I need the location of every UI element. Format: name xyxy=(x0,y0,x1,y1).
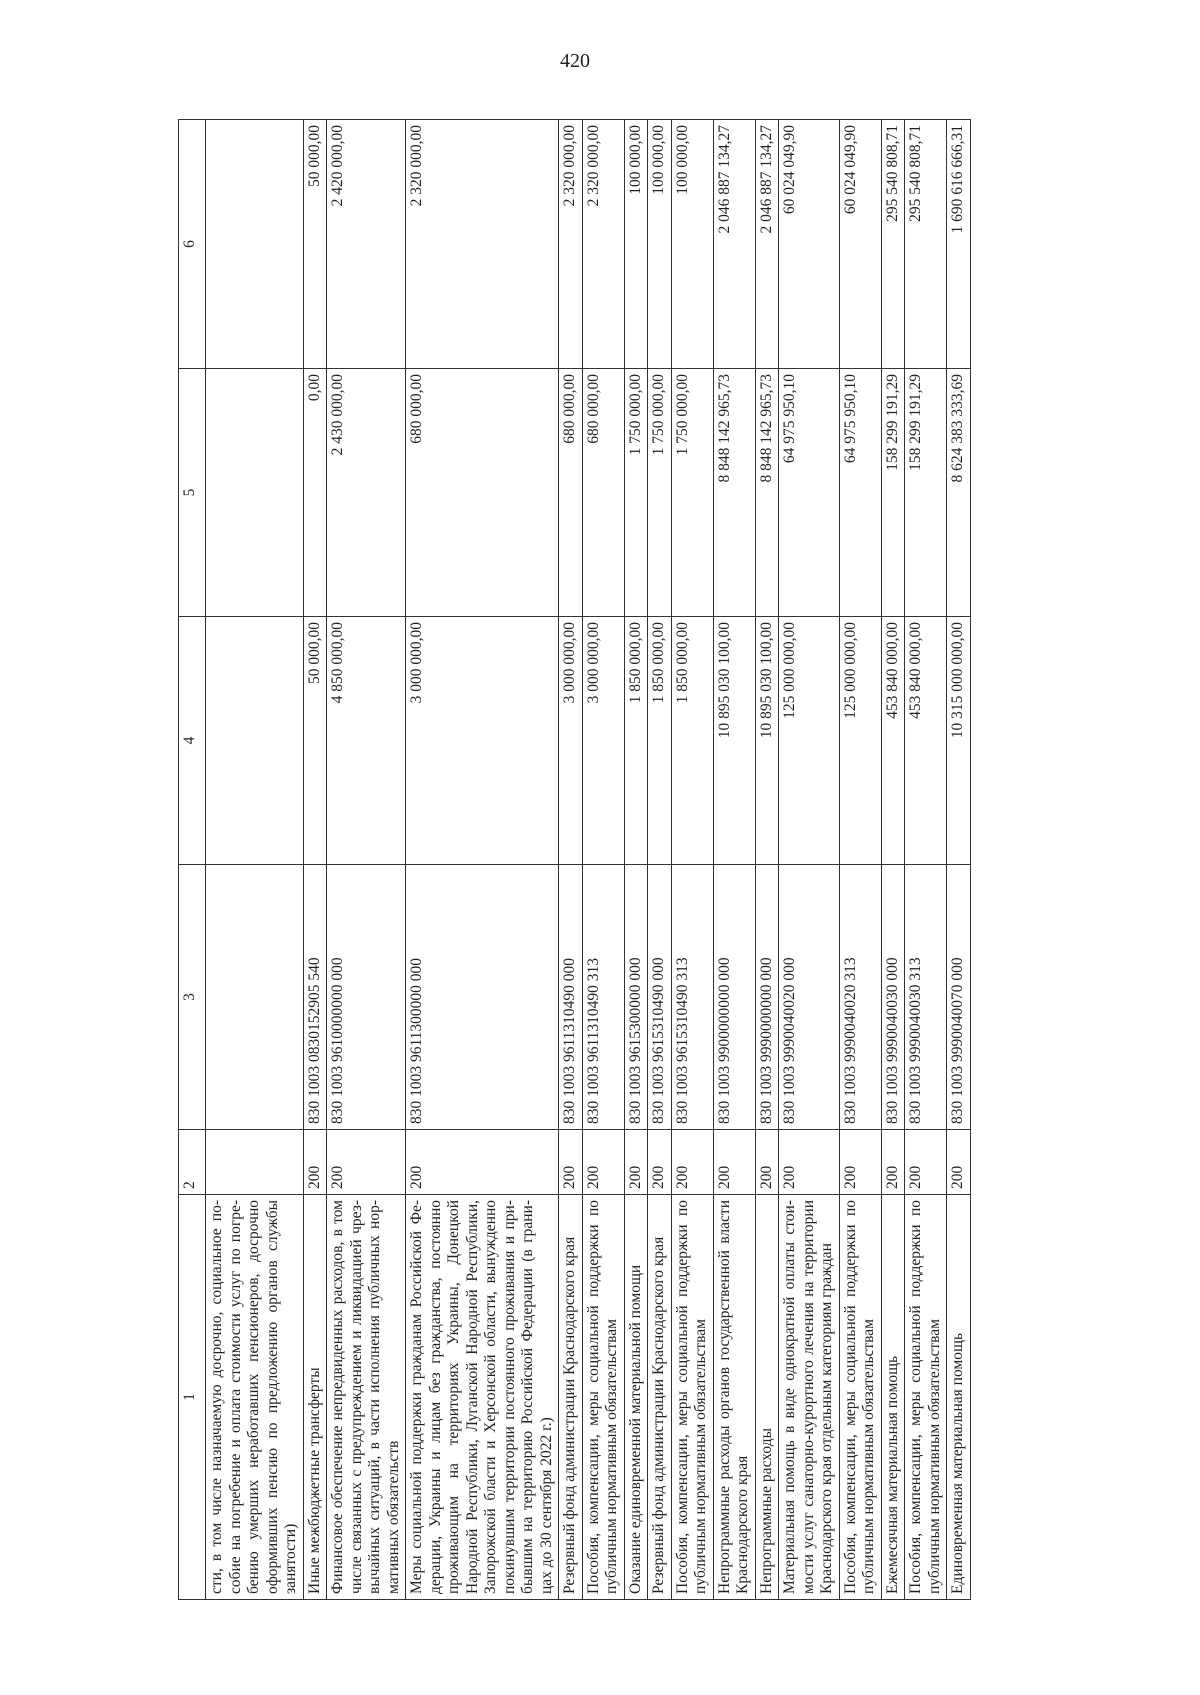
header-cell: 1 xyxy=(179,1195,206,1600)
amount-cell: 1 750 000,00 xyxy=(648,369,672,617)
amount-cell: 2 320 000,00 xyxy=(582,120,624,369)
amount-cell: 2 420 000,00 xyxy=(327,120,406,369)
table-row xyxy=(713,120,755,1600)
amount-cell: 100 000,00 xyxy=(671,120,713,369)
rotated-table-container xyxy=(178,120,1078,1600)
amount-cell: 1 750 000,00 xyxy=(671,369,713,617)
amount-cell: 8 848 142 965,73 xyxy=(713,369,755,617)
amount-cell: 0,00 xyxy=(303,369,327,617)
amount-cell: 1 850 000,00 xyxy=(624,617,648,865)
amount-cell: 680 000,00 xyxy=(582,369,624,617)
table-row xyxy=(327,120,406,1600)
header-cell: 2 xyxy=(179,1130,206,1195)
classification-cell: 830 1003 9615310490 000 xyxy=(648,865,672,1130)
header-cell: 5 xyxy=(179,369,206,617)
table-row xyxy=(947,120,971,1600)
amount-cell: 2 046 887 134,27 xyxy=(755,120,779,369)
table-row xyxy=(755,120,779,1600)
code-cell: 200 xyxy=(779,1130,840,1195)
table-row xyxy=(582,120,624,1600)
amount-cell: 680 000,00 xyxy=(559,369,583,617)
amount-cell: 3 000 000,00 xyxy=(559,617,583,865)
amount-cell: 10 895 030 100,00 xyxy=(713,617,755,865)
amount-cell: 1 690 616 666,31 xyxy=(947,120,971,369)
description-cell: Пособия, компенсации, меры социальной поддержки по публичным нормативным обязательствам xyxy=(839,1195,881,1600)
amount-cell: 100 000,00 xyxy=(624,120,648,369)
table-row xyxy=(624,120,648,1600)
classification-cell: 830 1003 9990040070 000 xyxy=(947,865,971,1130)
table-row xyxy=(671,120,713,1600)
classification-cell: 830 1003 9611310490 313 xyxy=(582,865,624,1130)
code-cell: 200 xyxy=(327,1130,406,1195)
description-cell: Непрограммные расходы xyxy=(755,1195,779,1600)
amount-cell: 60 024 049,90 xyxy=(779,120,840,369)
code-cell: 200 xyxy=(624,1130,648,1195)
amount-cell: 2 320 000,00 xyxy=(406,120,559,369)
amount-cell: 125 000 000,00 xyxy=(839,617,881,865)
description-cell: Единовременная материальная помощь xyxy=(947,1195,971,1600)
code-cell: 200 xyxy=(582,1130,624,1195)
amount-cell: 453 840 000,00 xyxy=(881,617,905,865)
amount-cell xyxy=(206,120,304,369)
amount-cell: 1 750 000,00 xyxy=(624,369,648,617)
amount-cell: 295 540 808,71 xyxy=(881,120,905,369)
table-row xyxy=(779,120,840,1600)
table-row xyxy=(839,120,881,1600)
code-cell: 200 xyxy=(755,1130,779,1195)
classification-cell: 830 1003 9900000000 000 xyxy=(713,865,755,1130)
code-cell: 200 xyxy=(648,1130,672,1195)
header-cell: 4 xyxy=(179,617,206,865)
classification-cell: 830 1003 9990040030 000 xyxy=(881,865,905,1130)
amount-cell: 2 320 000,00 xyxy=(559,120,583,369)
classification-cell: 830 1003 9615300000 000 xyxy=(624,865,648,1130)
classification-cell: 830 1003 9611310490 000 xyxy=(559,865,583,1130)
table-body xyxy=(206,120,971,1600)
amount-cell xyxy=(206,617,304,865)
classification-cell: 830 1003 9615310490 313 xyxy=(671,865,713,1130)
classification-cell: 830 1003 9610000000 000 xyxy=(327,865,406,1130)
classification-cell: 830 1003 0830152905 540 xyxy=(303,865,327,1130)
classification-cell: 830 1003 9990000000 000 xyxy=(755,865,779,1130)
table-row xyxy=(648,120,672,1600)
amount-cell: 2 430 000,00 xyxy=(327,369,406,617)
code-cell: 200 xyxy=(905,1130,947,1195)
code-cell: 200 xyxy=(559,1130,583,1195)
classification-cell: 830 1003 9611300000 000 xyxy=(406,865,559,1130)
amount-cell: 100 000,00 xyxy=(648,120,672,369)
page-number: 420 xyxy=(560,50,590,72)
header-cell: 6 xyxy=(179,120,206,369)
description-cell: Ежемесячная материальная помощь xyxy=(881,1195,905,1600)
code-cell xyxy=(206,1130,304,1195)
description-cell: Пособия, компенсации, меры социальной поддержки по публичным нормативным обязательствам xyxy=(582,1195,624,1600)
amount-cell: 64 975 950,10 xyxy=(839,369,881,617)
amount-cell: 50 000,00 xyxy=(303,120,327,369)
amount-cell: 8 624 383 333,69 xyxy=(947,369,971,617)
description-cell: Материальная помощь в виде однократной оплаты стоимости услуг санаторно-курортного лечения на территории Краснодарского края отдельным категориям граждан xyxy=(779,1195,840,1600)
amount-cell: 3 000 000,00 xyxy=(582,617,624,865)
description-cell: Меры социальной поддержки гражданам Российской Федерации, Украины и лицам без гражданства, постоянно проживающим на территориях Украины, Донецкой Народной Республики, Луганской Народной Республики, Запорожской бласти и Херсонской области, вынужденно покинувшим территории постоянного проживания и прибывшим на территорию Российской Федерации (в границах до 30 сентября 2022 г.) xyxy=(406,1195,559,1600)
code-cell: 200 xyxy=(671,1130,713,1195)
classification-cell: 830 1003 9990040020 000 xyxy=(779,865,840,1130)
amount-cell: 1 850 000,00 xyxy=(648,617,672,865)
code-cell: 200 xyxy=(839,1130,881,1195)
code-cell: 200 xyxy=(406,1130,559,1195)
code-cell: 200 xyxy=(947,1130,971,1195)
code-cell: 200 xyxy=(881,1130,905,1195)
amount-cell: 158 299 191,29 xyxy=(905,369,947,617)
description-cell: Пособия, компенсации, меры социальной поддержки по публичным нормативным обязательствам xyxy=(671,1195,713,1600)
description-cell: Резервный фонд администрации Краснодарского края xyxy=(559,1195,583,1600)
description-cell: Резервный фонд администрации Краснодарского края xyxy=(648,1195,672,1600)
description-cell: Непрограммные расходы органов государственной власти Краснодарского края xyxy=(713,1195,755,1600)
classification-cell: 830 1003 9990040030 313 xyxy=(905,865,947,1130)
amount-cell: 64 975 950,10 xyxy=(779,369,840,617)
table-row xyxy=(881,120,905,1600)
amount-cell: 453 840 000,00 xyxy=(905,617,947,865)
table-row xyxy=(559,120,583,1600)
amount-cell: 158 299 191,29 xyxy=(881,369,905,617)
amount-cell: 2 046 887 134,27 xyxy=(713,120,755,369)
amount-cell: 10 315 000 000,00 xyxy=(947,617,971,865)
description-cell: Пособия, компенсации, меры социальной поддержки по публичным нормативным обязательствам xyxy=(905,1195,947,1600)
table-row xyxy=(406,120,559,1600)
table-row xyxy=(303,120,327,1600)
amount-cell: 1 850 000,00 xyxy=(671,617,713,865)
description-cell: сти, в том числе назначаемую досрочно, социальное пособие на погребение и оплата стоимости услуг по погребению умерших неработавших пенсионеров, досрочно оформивших пенсию по предложению органов службы занятости) xyxy=(206,1195,304,1600)
amount-cell: 295 540 808,71 xyxy=(905,120,947,369)
description-cell: Финансовое обеспечение непредвиденных расходов, в том числе связанных с предупреждением и ликвидацией чрезвычайных ситуаций, в части исполнения публичных нормативных обязательств xyxy=(327,1195,406,1600)
amount-cell xyxy=(206,369,304,617)
code-cell: 200 xyxy=(713,1130,755,1195)
amount-cell: 3 000 000,00 xyxy=(406,617,559,865)
amount-cell: 10 895 030 100,00 xyxy=(755,617,779,865)
amount-cell: 125 000 000,00 xyxy=(779,617,840,865)
header-row xyxy=(179,120,206,1600)
classification-cell: 830 1003 9990040020 313 xyxy=(839,865,881,1130)
code-cell: 200 xyxy=(303,1130,327,1195)
amount-cell: 680 000,00 xyxy=(406,369,559,617)
amount-cell: 50 000,00 xyxy=(303,617,327,865)
description-cell: Оказание единовременной материальной помощи xyxy=(624,1195,648,1600)
table-row xyxy=(206,120,304,1600)
table-row xyxy=(905,120,947,1600)
budget-table xyxy=(178,119,971,1600)
amount-cell: 8 848 142 965,73 xyxy=(755,369,779,617)
amount-cell: 60 024 049,90 xyxy=(839,120,881,369)
amount-cell: 4 850 000,00 xyxy=(327,617,406,865)
description-cell: Иные межбюджетные трансферты xyxy=(303,1195,327,1600)
classification-cell xyxy=(206,865,304,1130)
header-cell: 3 xyxy=(179,865,206,1130)
